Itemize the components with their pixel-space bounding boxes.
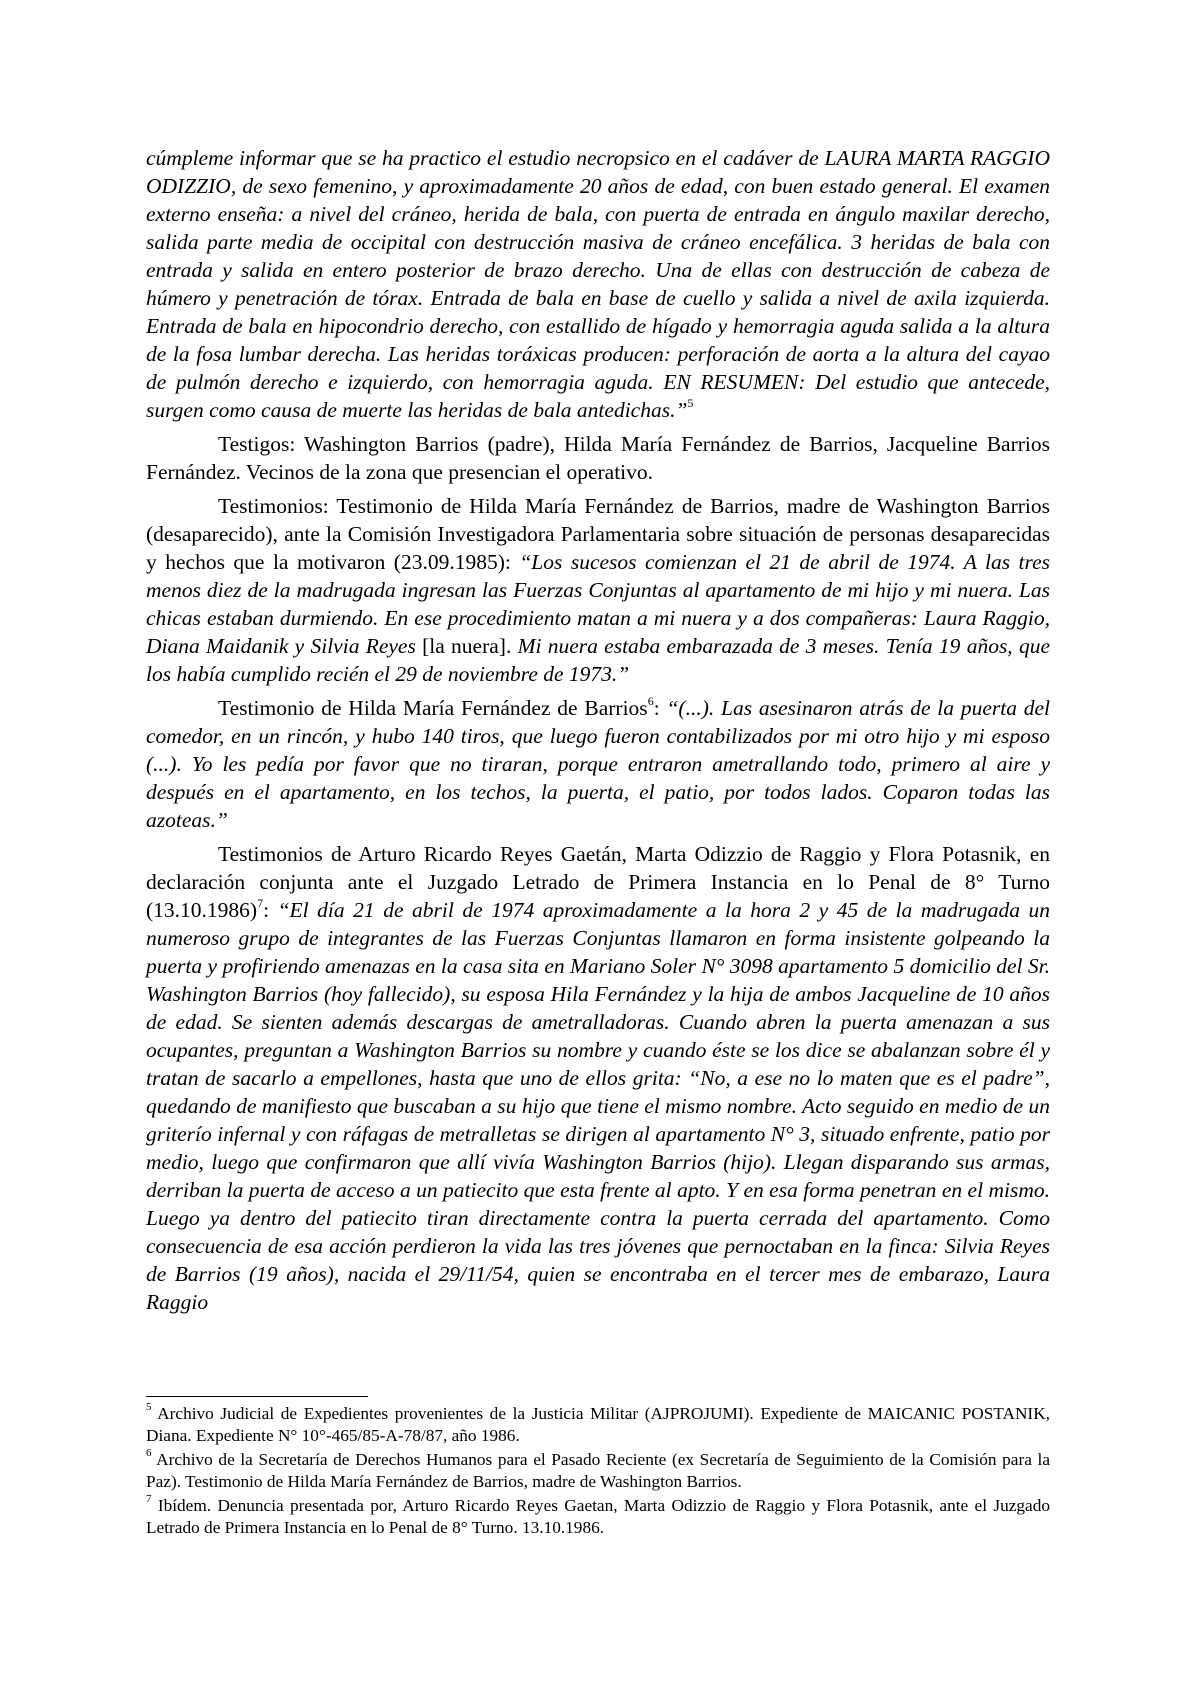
testimony-quote-b: Mi nuera estaba embarazada de 3 meses. Tenía 19 años, que los había cumplido recién el 29 de noviembre de 1973.” bbox=[146, 634, 1050, 686]
testimony-quote-a: “Los sucesos comienzan el 21 de abril de 1974. A las tres menos diez de la madrugada ingresan las Fuerzas Conjuntas al apartamento de mi hijo y mi nuera. Las chicas estaban durmiendo. En ese procedimiento matan a mi nuera y a dos compañeras: Laura Raggio, Diana Maidanik y Silvia Reyes bbox=[146, 550, 1050, 658]
footnote-number: 7 bbox=[146, 1493, 152, 1506]
testimony-fernandez-intro: Testimonio de Hilda María Fernández de Barrios bbox=[218, 696, 648, 720]
footnote-ref-7[interactable]: 7 bbox=[257, 895, 264, 910]
footnote-text: Ibídem. Denuncia presentada por, Arturo Ricardo Reyes Gaetan, Marta Odizzio de Raggio y Flora Potasnik, ante el Juzgado Letrado de Primera Instancia en lo Penal de 8° Turno. 13.10.1986. bbox=[146, 1496, 1050, 1537]
footnote-7 bbox=[146, 1495, 1050, 1539]
autopsy-quote-text: cúmpleme informar que se ha practico el estudio necropsico en el cadáver de LAURA MARTA RAGGIO ODIZZIO, de sexo femenino, y aproximadamente 20 años de edad, con buen estado general. El examen externo enseña: a nivel del cráneo, herida de bala, con puerta de entrada en ángulo maxilar derecho, salida parte media de occipital con destrucción masiva de cráneo encefálica. 3 heridas de bala con entrada y salida en entero posterior de brazo derecho. Una de ellas con destrucción de cabeza de húmero y penetración de tórax. Entrada de bala en base de cuello y salida a nivel de axila izquierda. Entrada de bala en hipocondrio derecho, con estallido de hígado y hemorragia aguda salida a la altura de la fosa lumbar derecha. Las heridas toráxicas producen: perforación de aorta a la altura del cayao de pulmón derecho e izquierdo, con hemorragia aguda. EN RESUMEN: Del estudio que antecede, surgen como causa de muerte las heridas de bala antedichas.” bbox=[146, 146, 1050, 422]
document-body bbox=[146, 144, 1050, 1322]
testimony-fernandez-paragraph bbox=[146, 694, 1050, 834]
footnote-number: 6 bbox=[146, 1447, 152, 1460]
joint-declaration-intro: Testimonios de Arturo Ricardo Reyes Gaetán, Marta Odizzio de Raggio y Flora Potasnik, en declaración conjunta ante el Juzgado Letrado de Primera Instancia en lo Penal de 8° Turno (13.10.1986) bbox=[146, 842, 1050, 922]
footnote-text: Archivo de la Secretaría de Derechos Humanos para el Pasado Reciente (ex Secretaría de Seguimiento de la Comisión para la Paz). Testimonio de Hilda María Fernández de Barrios, madre de Washington Barrios. bbox=[146, 1450, 1050, 1491]
footnote-number: 5 bbox=[146, 1401, 152, 1414]
footnote-separator bbox=[146, 1396, 368, 1397]
testimony-bracket-note: [la nuera]. bbox=[415, 634, 518, 658]
footnote-5 bbox=[146, 1403, 1050, 1447]
testimony-fernandez-quote: “(...). Las asesinaron atrás de la puerta del comedor, en un rincón, y hubo 140 tiros, que luego fueron contabilizados por mi otro hijo y mi esposo (...). Yo les pedía por favor que no tiraran, porque entraron ametrallando todo, primero al aire y después en el apartamento, en los techos, la puerta, el patio, por todos lados. Coparon todas las azoteas.” bbox=[146, 696, 1051, 832]
footnotes-section bbox=[146, 1396, 1050, 1541]
witnesses-text: Testigos: Washington Barrios (padre), Hilda María Fernández de Barrios, Jacqueline Barrios Fernández. Vecinos de la zona que presencian el operativo. bbox=[146, 432, 1050, 484]
footnote-ref-6[interactable]: 6 bbox=[647, 693, 654, 708]
testimonies-paragraph bbox=[146, 492, 1050, 688]
joint-declaration-quote: “El día 21 de abril de 1974 aproximadamente a la hora 2 y 45 de la madrugada un numeroso grupo de integrantes de las Fuerzas Conjuntas llamaron en forma insistente golpeando la puerta y profiriendo amenazas en la casa sita en Mariano Soler N° 3098 apartamento 5 domicilio del Sr. Washington Barrios (hoy fallecido), su esposa Hila Fernández y la hija de ambos Jacqueline de 10 años de edad. Se sienten además descargas de ametralladoras. Cuando abren la puerta amenazan a sus ocupantes, preguntan a Washington Barrios su nombre y cuando éste se los dice se abalanzan sobre él y tratan de sacarlo a empellones, hasta que uno de ellos grita: “No, a ese no lo maten que es el padre”, quedando de manifiesto que buscaban a su hijo que tiene el mismo nombre. Acto seguido en medio de un griterío infernal y con ráfagas de metralletas se dirigen al apartamento N° 3, situado enfrente, patio por medio, luego que confirmaron que allí vivía Washington Barrios (hijo). Llegan disparando sus armas, derriban la puerta de acceso a un patiecito que esta frente al apto. Y en esa forma penetran en el mismo. Luego ya dentro del patiecito tiran directamente contra la puerta cerrada del apartamento. Como consecuencia de esa acción perdieron la vida las tres jóvenes que pernoctaban en la finca: Silvia Reyes de Barrios (19 años), nacida el 29/11/54, quien se encontraba en el tercer mes de embarazo, Laura Raggio bbox=[146, 898, 1050, 1314]
joint-declaration-colon: : bbox=[263, 898, 278, 922]
testimony-fernandez-colon: : bbox=[653, 696, 667, 720]
footnote-ref-5[interactable]: 5 bbox=[687, 395, 694, 410]
witnesses-paragraph bbox=[146, 430, 1050, 486]
footnote-text: Archivo Judicial de Expedientes provenientes de la Justicia Militar (AJPROJUMI). Expediente de MAICANIC POSTANIK, Diana. Expediente N° 10°-465/85-A-78/87, año 1986. bbox=[146, 1404, 1050, 1445]
autopsy-quote-paragraph bbox=[146, 144, 1050, 424]
testimonies-intro: Testimonios: Testimonio de Hilda María Fernández de Barrios, madre de Washington Barrios (desaparecido), ante la Comisión Investigadora Parlamentaria sobre situación de personas desaparecidas y hechos que la motivaron (23.09.1985): bbox=[146, 494, 1050, 574]
joint-declaration-paragraph bbox=[146, 840, 1050, 1316]
footnote-6 bbox=[146, 1449, 1050, 1493]
